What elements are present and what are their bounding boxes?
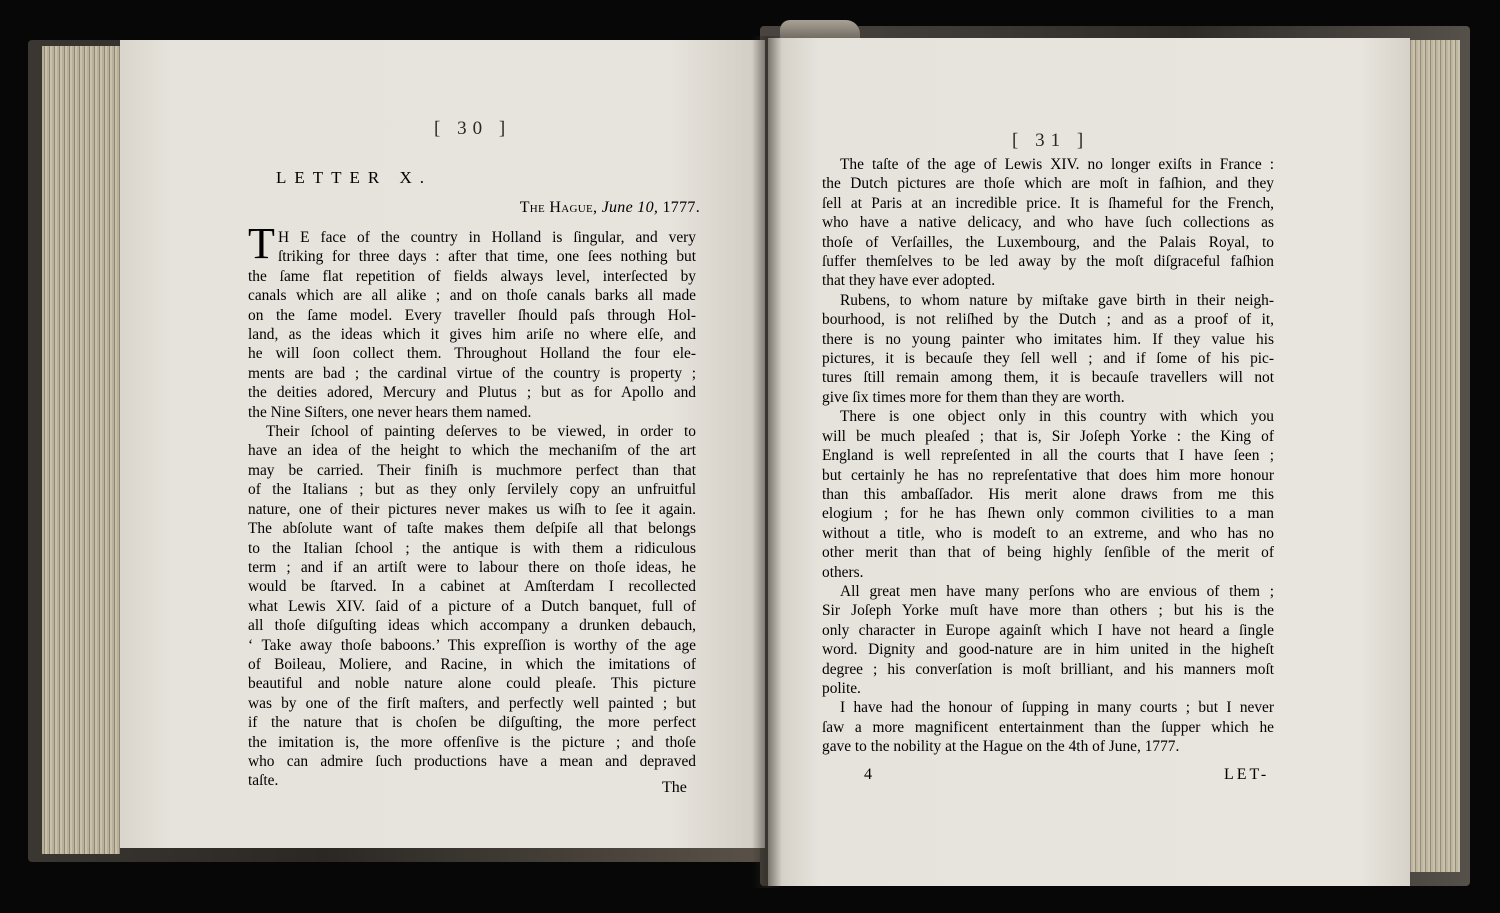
left-page-number: [ 30 ] [434,118,512,139]
text-line: polite. [822,679,861,697]
book-gutter [752,36,782,888]
text-line: nature, one of their pictures never makes us wiſh to ſee it again. [248,500,696,518]
text-line: Sir Joſeph Yorke muſt have more than others ; but his is the [822,602,1274,620]
dateline [370,199,700,217]
text-line: the imitation is, the more offenſive is the picture ; and thoſe [248,733,696,751]
text-line: Rubens, to whom nature by miſtake gave birth in their neigh- [840,291,1274,309]
text-line: there is no young painter who imitates him. If they value his [822,330,1274,348]
text-line: taſte. [248,772,279,790]
text-line: word. Dignity and good-nature are in him united in the higheſt [822,641,1274,659]
text-line: thoſe of Verſailles, the Luxembourg, and the Palais Royal, to [822,233,1274,251]
text-line: ments are bad ; the cardinal virtue of the country is property ; [248,364,696,382]
text-line: may be carried. Their finiſh is muchmore perfect than that [248,461,696,479]
text-line: other merit than that of being highly ſenſible of the merit of [822,544,1274,562]
dateline-year: 1777. [662,199,700,216]
page-edges-left [42,46,120,854]
text-line: would be ſtarved. In a cabinet at Amſterdam I recollected [248,578,696,596]
text-line: of the Italians ; but as they only ſervilely copy an unfruitful [248,481,696,499]
dateline-place: The Hague, [519,199,598,216]
text-line: only character in Europe againſt which I have not heard a ſingle [822,621,1274,639]
text-line: I have had the honour of ſupping in many courts ; but I never [840,699,1274,717]
text-line: There is one object only in this country with which you [840,408,1274,426]
text-line: ſuffer themſelves to be led away by the moſt diſgraceful faſhion [822,253,1274,271]
text-line: The taſte of the age of Lewis XIV. no longer exiſts in France : [840,156,1274,173]
text-line: canals which are all alike ; and on thoſe canals barks all made [248,287,696,305]
text-line: that they have ever adopted. [822,272,996,290]
text-line: ‘ Take away thoſe baboons.’ This expreſſion is worthy of the age [248,636,696,654]
text-line: give ſix times more for them than they are worth. [822,388,1125,406]
text-line: what Lewis XIV. ſaid of a picture of a Dutch banquet, full of [248,597,696,615]
right-page-number: [ 31 ] [1012,130,1090,151]
dateline-date: June 10, [601,199,659,216]
text-line: the Dutch pictures are thoſe which are moſt in faſhion, and they [822,175,1274,193]
text-line: H E face of the country in Holland is ſingular, and very [278,229,696,246]
text-line: to the Italian ſchool ; the antique is with them a ridiculous [248,539,696,557]
drop-cap: T [248,219,275,268]
text-line: All great men have many perſons who are envious of them ; [840,582,1274,600]
signature-mark: 4 [864,766,872,783]
left-catchword: The [662,779,687,796]
text-line: the deities adored, Mercury and Plutus ; but as for Apollo and [248,384,696,402]
text-line: term ; and if an artiſt were to labour there on thoſe ideas, he [248,558,696,576]
text-line: if the nature that is choſen be diſguſting, the more perfect [248,714,696,732]
text-line: the Nine Siſters, one never hears them named. [248,403,532,421]
text-line: but certainly he has no repreſentative that does him more honour [822,466,1274,484]
text-line: who can admire ſuch productions have a mean and depraved [248,752,696,770]
text-line: the ſame flat repetition of fields always level, interſected by [248,267,696,285]
page-edges-right [1408,40,1460,872]
text-line: than this ambaſſador. His merit alone draws from me this [822,485,1274,503]
text-line: on the ſame model. Every traveller ſhould paſs through Hol- [248,306,696,324]
text-line: elogium ; for he has ſhewn only common civilities to a man [822,505,1274,523]
text-line: others. [822,563,864,581]
text-line: who have a native delicacy, and who have ſuch collections as [822,214,1274,232]
text-line: beautiful and noble nature alone could pleaſe. This picture [248,675,696,693]
text-line: all thoſe diſguſting ideas which accompany a drunken debauch, [248,617,696,635]
text-line: land, as the ideas which it gives him ariſe no where elſe, and [248,326,696,344]
text-line: pictures, it is becauſe they ſell well ; and if ſome of his pic- [822,350,1274,368]
text-line: bourhood, is not reliſhed by the Dutch ; and as a proof of it, [822,311,1274,329]
text-line: gave to the nobility at the Hague on the 4th of June, 1777. [822,738,1180,756]
left-page-text [248,228,696,791]
right-page-text [822,155,1274,757]
text-line: was by one of the firſt maſters, and perfectly well painted ; but [248,694,696,712]
text-line: he will ſoon collect them. Throughout Holland the four ele- [248,345,696,363]
text-line: ſell at Paris at an incredible price. It is ſhameful for the French, [822,194,1274,212]
text-line: tures ſtill remain among them, it is becauſe travellers will not [822,369,1274,387]
text-line: The abſolute want of taſte makes them deſpiſe all that belongs [248,520,696,538]
text-line: ſaw a more magnificent entertainment than the ſupper which he [822,718,1274,736]
text-line: of Boileau, Moliere, and Racine, in which the imitations of [248,655,696,673]
text-line: Their ſchool of painting deſerves to be viewed, in order to [266,423,696,441]
letter-heading: LETTER X. [276,168,433,187]
text-line: without a title, who is modeſt to an extreme, and who has no [822,524,1274,542]
text-line: will be much pleaſed ; that is, Sir Joſeph Yorke : the King of [822,427,1274,445]
text-line: have an idea of the height to which the mechaniſm of the art [248,442,696,460]
right-catchword: LET- [1224,766,1270,783]
text-line: ſtriking for three days : after that time, one ſees nothing but [278,248,696,266]
text-line: England is well repreſented in all the courts that I have ſeen ; [822,447,1274,465]
text-line: degree ; his converſation is moſt brilliant, and his manners moſt [822,660,1274,678]
